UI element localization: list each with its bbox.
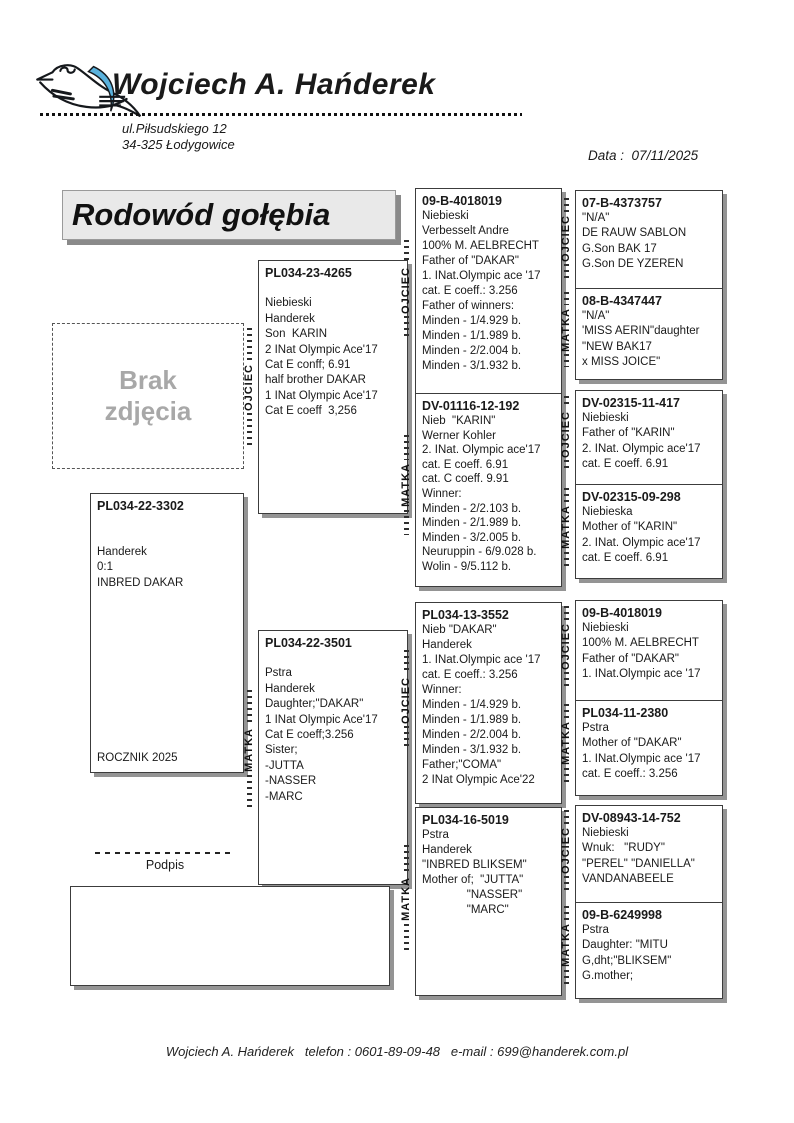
ring-number: DV-02315-09-298 [582, 490, 681, 504]
ring-number: DV-02315-11-417 [582, 396, 680, 410]
dashed-line [404, 240, 409, 264]
notes-empty-box [70, 886, 390, 986]
relation-label-father: OJCIEC [399, 650, 413, 750]
date-value: 07/11/2025 [631, 148, 699, 163]
dashed-line [564, 704, 569, 718]
ring-number: PL034-11-2380 [582, 706, 669, 720]
box-lines: Handerek 0:1 INBRED DAKAR [97, 545, 184, 589]
dashed-line [404, 924, 409, 953]
dashed-line [404, 726, 409, 750]
box-lines: Pstra Mother of "DAKAR" 1. INat.Olympic ace '17 cat. E coeff.: 3.256 [582, 722, 701, 781]
ring-number: DV-08943-14-752 [582, 811, 681, 825]
photo-placeholder: Brak zdjęcia [52, 323, 244, 469]
box-lines: Pstra Daughter: "MITU G,dht;"BLIKSEM" G.mother; [582, 924, 672, 983]
box-lines: Nieb "DAKAR" Handerek 1. INat.Olympic ace '17 cat. E coeff.: 3.256 Winner: Minden - 1/4.929 b. Minden - 1/1.989 b. Minden - 2/2.004 b. Minden - 3/1.932 b. Father;"COMA" 2 INat Olympic Ace'22 [422, 624, 541, 786]
dashed-line [247, 690, 252, 725]
dashed-line [564, 768, 569, 782]
box-lines: Niebieski Wnuk: "RUDY" "PEREL" "DANIELLA" VANDANABEELE [582, 827, 695, 886]
relation-label-father: OJCIEC [559, 810, 573, 890]
dashed-line [564, 552, 569, 566]
relation-label-father: OJCIEC [242, 328, 256, 446]
dashed-line [404, 510, 409, 535]
relation-label-mother: MATKA [399, 435, 413, 535]
date-line [588, 148, 698, 163]
dashed-line [564, 396, 569, 408]
dashed-line [564, 264, 569, 278]
ring-number: 09-B-4018019 [422, 194, 502, 208]
relation-label-father: OJCIEC [559, 396, 573, 472]
relation-label-mother: MATKA [242, 690, 256, 810]
box-lines: "N/A" 'MISS AERIN"daughter "NEW BAK17 x MISS JOICE" [582, 310, 700, 369]
box-lines: Pstra Handerek Daughter;"DAKAR" 1 INat Olympic Ace'17 Cat E coeff;3.256 Sister; -JUTTA -NASSER -MARC [265, 667, 378, 803]
signature-dashed-line [95, 852, 235, 854]
dashed-line [564, 488, 569, 502]
relation-label-mother: MATKA [559, 704, 573, 782]
ring-number: PL034-16-5019 [422, 813, 509, 827]
dashed-line [404, 845, 409, 874]
dashed-line [564, 460, 569, 472]
year-line: ROCZNIK 2025 [97, 751, 178, 764]
box-lines: Pstra Handerek "INBRED BLIKSEM" Mother of; "JUTTA" "NASSER" "MARC" [422, 829, 527, 916]
dashed-line [247, 328, 252, 361]
pedigree-box-fmf [575, 390, 723, 486]
dashed-line [404, 650, 409, 674]
pedigree-box-mfm [575, 700, 723, 796]
document-title: Rodowód gołębia [72, 197, 331, 232]
pedigree-box-subject [90, 493, 244, 773]
name-underline [40, 113, 522, 116]
pedigree-box-mff [575, 600, 723, 702]
ring-number: PL034-22-3302 [97, 499, 184, 513]
dashed-line [564, 606, 569, 620]
ring-number: 08-B-4347447 [582, 294, 662, 308]
box-lines: Niebieski Father of "KARIN" 2. INat. Olympic ace'17 cat. E coeff. 6.91 [582, 412, 701, 471]
pedigree-box-fm [415, 393, 562, 587]
dashed-line [564, 906, 569, 920]
relation-label-mother: MATKA [559, 906, 573, 984]
pedigree-box-mm [415, 807, 562, 996]
dashed-line [247, 413, 252, 446]
dashed-line [404, 316, 409, 340]
relation-label-father: OJCIEC [399, 240, 413, 340]
relation-label-mother: MATKA [399, 845, 413, 953]
dashed-line [564, 354, 569, 367]
pedigree-box-ff [415, 188, 562, 398]
address-line-2: 34-325 Łodygowice [122, 137, 235, 152]
pedigree-box-ffm [575, 288, 723, 380]
relation-label-mother: MATKA [559, 292, 573, 367]
dashed-line [564, 970, 569, 984]
pedigree-box-mmm [575, 902, 723, 999]
dashed-line [564, 198, 569, 212]
signature-label: Podpis [145, 858, 185, 872]
ring-number: 07-B-4373757 [582, 196, 662, 210]
box-lines: Niebieska Mother of "KARIN" 2. INat. Olympic ace'17 cat. E coeff. 6.91 [582, 506, 701, 565]
ring-number: PL034-13-3552 [422, 608, 509, 622]
pedigree-box-fff [575, 190, 723, 293]
dashed-line [247, 775, 252, 810]
ring-number: DV-01116-12-192 [422, 399, 520, 413]
pedigree-box-mother [258, 630, 408, 885]
owner-name: Wojciech A. Hańderek [112, 68, 436, 101]
ring-number: PL034-22-3501 [265, 636, 352, 650]
dashed-line [564, 672, 569, 686]
pedigree-box-father [258, 260, 408, 514]
footer-contact: Wojciech A. Hańderek telefon : 0601-89-09-48 e-mail : 699@handerek.com.pl [165, 1044, 629, 1059]
pedigree-box-mf [415, 602, 562, 804]
box-lines: Niebieski Handerek Son KARIN 2 INat Olympic Ace'17 Cat E conff; 6.91 half brother DAKAR 1 INat Olympic Ace'17 Cat E coeff 3,256 [265, 297, 378, 418]
relation-label-father: OJCIEC [559, 606, 573, 686]
relation-label-father: OJCIEC [559, 198, 573, 278]
box-lines: Niebieski Verbesselt Andre 100% M. AELBRECHT Father of "DAKAR" 1. INat.Olympic ace '17 cat. E coeff.: 3.256 Father of winners: Minden - 1/4.929 b. Minden - 1/1.989 b. Minden - 2/2.004 b. Minden - 3/1.932 b. [422, 210, 541, 372]
box-lines: Nieb "KARIN" Werner Kohler 2. INat. Olympic ace'17 cat. E coeff. 6.91 cat. C coeff. 9.91 Winner: Minden - 2/2.103 b. Minden - 2/1.989 b. Minden - 3/2.005 b. Neuruppin - 6/9.028 b. Wolin - 9/5.112 b. [422, 415, 541, 573]
document-title-box [62, 190, 396, 240]
box-lines: Niebieski 100% M. AELBRECHT Father of "DAKAR" 1. INat.Olympic ace '17 [582, 622, 701, 681]
dashed-line [564, 292, 569, 305]
dashed-line [564, 876, 569, 890]
relation-label-mother: MATKA [559, 488, 573, 566]
address-line-1: ul.Piłsudskiego 12 [122, 121, 227, 136]
pedigree-box-mmf [575, 805, 723, 904]
box-lines: "N/A" DE RAUW SABLON G.Son BAK 17 G.Son DE YZEREN [582, 212, 687, 271]
dashed-line [404, 435, 409, 460]
ring-number: 09-B-6249998 [582, 908, 662, 922]
owner-address [122, 121, 235, 153]
date-label: Data : [588, 148, 625, 163]
ring-number: 09-B-4018019 [582, 606, 662, 620]
pedigree-box-fmm [575, 484, 723, 579]
dashed-line [564, 810, 569, 824]
ring-number: PL034-23-4265 [265, 266, 352, 280]
